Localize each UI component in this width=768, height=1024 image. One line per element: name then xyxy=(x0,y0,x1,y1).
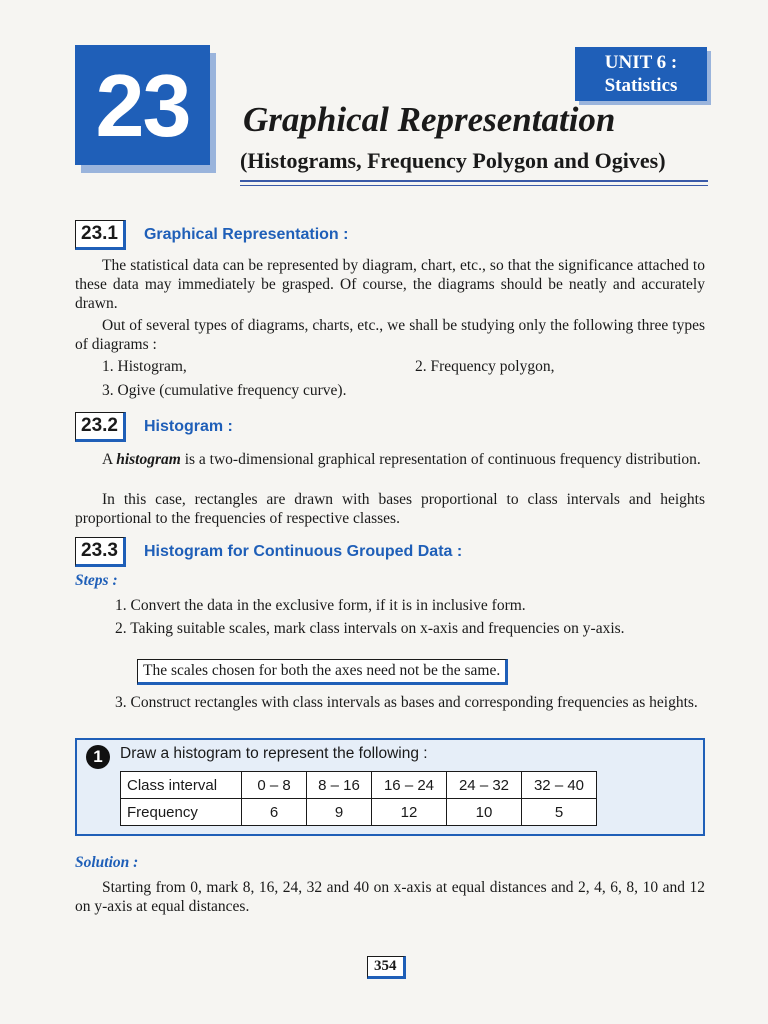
step-item: 3. Construct rectangles with class intervals as bases and corresponding frequencies as heights. xyxy=(115,694,698,711)
term-histogram: histogram xyxy=(116,451,181,468)
table-cell: 0 – 8 xyxy=(242,772,307,799)
chapter-number-block xyxy=(75,45,210,165)
paragraph xyxy=(75,490,705,528)
section-title: Histogram : xyxy=(143,418,233,435)
section-number: 23.3 xyxy=(75,537,126,567)
table-cell: 12 xyxy=(372,799,447,826)
table-cell: 6 xyxy=(242,799,307,826)
section-header-23-3 xyxy=(75,537,462,567)
solution-text: Starting from 0, mark 8, 16, 24, 32 and 40 on x-axis at equal distances and 2, 4, 6, 8, 10 and 12 on y-axis at equal distances. xyxy=(75,879,705,915)
section-number: 23.2 xyxy=(75,412,126,442)
frequency-table xyxy=(120,771,597,826)
table-cell: 16 – 24 xyxy=(372,772,447,799)
title-rule xyxy=(240,180,708,182)
example-number: 1 xyxy=(86,745,110,769)
table-cell: 32 – 40 xyxy=(522,772,597,799)
section-header-23-1 xyxy=(75,220,348,250)
step-item: 1. Convert the data in the exclusive form, if it is in inclusive form. xyxy=(115,597,526,614)
list-item: 2. Frequency polygon, xyxy=(415,358,555,375)
solution-label: Solution : xyxy=(75,854,139,871)
row-header: Frequency xyxy=(121,799,242,826)
example-question: Draw a histogram to represent the following : xyxy=(120,745,428,762)
list-item: 3. Ogive (cumulative frequency curve). xyxy=(102,382,347,399)
table-row xyxy=(121,772,597,799)
table-cell: 24 – 32 xyxy=(447,772,522,799)
table-cell: 8 – 16 xyxy=(307,772,372,799)
table-cell: 9 xyxy=(307,799,372,826)
page-number: 354 xyxy=(367,956,406,979)
chapter-title: Graphical Representation xyxy=(243,100,616,139)
paragraph: A histogram is a two-dimensional graphical representation of continuous frequency distribution. xyxy=(102,451,701,468)
paragraph xyxy=(75,316,705,354)
paragraph-text: The statistical data can be represented by diagram, chart, etc., so that the significance attached to these data may immediately be grasped. Of course, the diagrams should be neatly and accurately drawn. xyxy=(75,257,705,312)
section-title: Graphical Representation : xyxy=(143,226,349,243)
unit-badge xyxy=(575,47,707,101)
section-number: 23.1 xyxy=(75,220,126,250)
paragraph-text: Out of several types of diagrams, charts, etc., we shall be studying only the following three types of diagrams : xyxy=(75,317,705,353)
paragraph-text: In this case, rectangles are drawn with bases proportional to class intervals and heights proportional to the frequencies of respective classes. xyxy=(75,491,705,527)
paragraph xyxy=(75,256,705,313)
unit-label: UNIT 6 : xyxy=(604,52,678,73)
table-cell: 5 xyxy=(522,799,597,826)
row-header: Class interval xyxy=(121,772,242,799)
chapter-subtitle: (Histograms, Frequency Polygon and Ogives) xyxy=(240,148,666,173)
unit-name: Statistics xyxy=(604,75,678,96)
section-title: Histogram for Continuous Grouped Data : xyxy=(143,543,463,560)
steps-label: Steps : xyxy=(75,572,118,589)
list-item: 1. Histogram, xyxy=(102,358,187,375)
note-box: The scales chosen for both the axes need not be the same. xyxy=(137,659,508,685)
table-row xyxy=(121,799,597,826)
section-header-23-2 xyxy=(75,412,233,442)
title-rule-thin xyxy=(240,185,708,186)
step-item: 2. Taking suitable scales, mark class intervals on x-axis and frequencies on y-axis. xyxy=(115,620,625,637)
chapter-number: 23 xyxy=(95,56,190,155)
table-cell: 10 xyxy=(447,799,522,826)
